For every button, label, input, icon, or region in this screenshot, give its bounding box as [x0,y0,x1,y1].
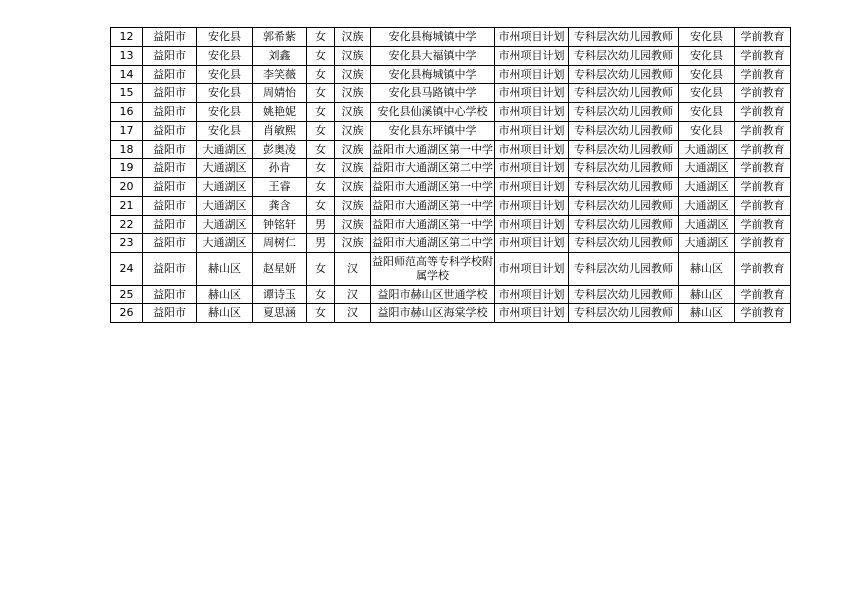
cell-teaching-area: 安化县 [679,65,735,84]
cell-post-type: 专科层次幼儿园教师 [569,304,679,323]
cell-name: 赵星妍 [253,253,307,286]
table-row [111,103,791,122]
cell-index: 26 [111,304,143,323]
cell-name: 周婧怡 [253,84,307,103]
cell-sex: 女 [307,65,335,84]
cell-index: 21 [111,196,143,215]
cell-subject: 学前教育 [735,65,791,84]
cell-ethnicity: 汉 [335,253,371,286]
cell-sex: 女 [307,196,335,215]
cell-ethnicity: 汉族 [335,159,371,178]
cell-index: 19 [111,159,143,178]
cell-post-type: 专科层次幼儿园教师 [569,178,679,197]
cell-plan-type: 市州项目计划 [495,84,569,103]
cell-post-type: 专科层次幼儿园教师 [569,253,679,286]
cell-teaching-area: 大通湖区 [679,215,735,234]
cell-index: 17 [111,121,143,140]
cell-school: 益阳市大通湖区第二中学 [371,159,495,178]
cell-sex: 女 [307,285,335,304]
cell-county: 大通湖区 [197,215,253,234]
cell-teaching-area: 赫山区 [679,304,735,323]
cell-ethnicity: 汉族 [335,121,371,140]
cell-city: 益阳市 [143,234,197,253]
cell-school: 益阳市大通湖区第一中学 [371,140,495,159]
cell-ethnicity: 汉族 [335,46,371,65]
cell-post-type: 专科层次幼儿园教师 [569,84,679,103]
cell-teaching-area: 大通湖区 [679,159,735,178]
cell-subject: 学前教育 [735,253,791,286]
cell-plan-type: 市州项目计划 [495,140,569,159]
cell-post-type: 专科层次幼儿园教师 [569,65,679,84]
cell-subject: 学前教育 [735,234,791,253]
cell-post-type: 专科层次幼儿园教师 [569,215,679,234]
cell-teaching-area: 赫山区 [679,285,735,304]
cell-plan-type: 市州项目计划 [495,234,569,253]
cell-sex: 男 [307,215,335,234]
table-row [111,65,791,84]
cell-sex: 女 [307,121,335,140]
cell-school: 益阳市大通湖区第一中学 [371,196,495,215]
cell-plan-type: 市州项目计划 [495,159,569,178]
cell-school: 安化县大福镇中学 [371,46,495,65]
cell-subject: 学前教育 [735,159,791,178]
cell-county: 大通湖区 [197,159,253,178]
table-row [111,234,791,253]
cell-plan-type: 市州项目计划 [495,253,569,286]
cell-subject: 学前教育 [735,103,791,122]
cell-city: 益阳市 [143,65,197,84]
cell-county: 大通湖区 [197,178,253,197]
cell-plan-type: 市州项目计划 [495,65,569,84]
cell-city: 益阳市 [143,28,197,47]
table-row [111,84,791,103]
table-row [111,196,791,215]
cell-name: 刘鑫 [253,46,307,65]
cell-name: 孙肯 [253,159,307,178]
cell-county: 大通湖区 [197,140,253,159]
cell-index: 25 [111,285,143,304]
cell-plan-type: 市州项目计划 [495,121,569,140]
table-row [111,121,791,140]
cell-subject: 学前教育 [735,178,791,197]
cell-name: 钟铭轩 [253,215,307,234]
cell-city: 益阳市 [143,103,197,122]
cell-index: 16 [111,103,143,122]
cell-ethnicity: 汉族 [335,196,371,215]
cell-post-type: 专科层次幼儿园教师 [569,234,679,253]
cell-ethnicity: 汉族 [335,103,371,122]
cell-post-type: 专科层次幼儿园教师 [569,28,679,47]
cell-plan-type: 市州项目计划 [495,28,569,47]
cell-sex: 女 [307,140,335,159]
cell-plan-type: 市州项目计划 [495,178,569,197]
cell-index: 23 [111,234,143,253]
cell-teaching-area: 大通湖区 [679,140,735,159]
cell-county: 安化县 [197,103,253,122]
cell-post-type: 专科层次幼儿园教师 [569,159,679,178]
cell-teaching-area: 大通湖区 [679,196,735,215]
cell-sex: 女 [307,253,335,286]
cell-index: 15 [111,84,143,103]
cell-name: 姚艳妮 [253,103,307,122]
cell-ethnicity: 汉族 [335,234,371,253]
cell-city: 益阳市 [143,196,197,215]
table-row [111,285,791,304]
cell-name: 夏思涵 [253,304,307,323]
table-row [111,215,791,234]
cell-post-type: 专科层次幼儿园教师 [569,121,679,140]
cell-sex: 女 [307,28,335,47]
table-row [111,140,791,159]
cell-index: 14 [111,65,143,84]
cell-plan-type: 市州项目计划 [495,285,569,304]
cell-index: 22 [111,215,143,234]
cell-name: 王睿 [253,178,307,197]
cell-plan-type: 市州项目计划 [495,103,569,122]
roster-table-container [110,27,785,323]
cell-teaching-area: 安化县 [679,46,735,65]
cell-county: 赫山区 [197,304,253,323]
cell-subject: 学前教育 [735,84,791,103]
table-row [111,28,791,47]
cell-name: 李笑薇 [253,65,307,84]
cell-county: 赫山区 [197,253,253,286]
cell-city: 益阳市 [143,285,197,304]
cell-subject: 学前教育 [735,285,791,304]
cell-sex: 女 [307,103,335,122]
cell-index: 20 [111,178,143,197]
cell-school: 安化县马路镇中学 [371,84,495,103]
cell-county: 大通湖区 [197,196,253,215]
cell-ethnicity: 汉族 [335,178,371,197]
cell-county: 安化县 [197,65,253,84]
cell-school: 益阳市赫山区世通学校 [371,285,495,304]
cell-county: 安化县 [197,84,253,103]
cell-city: 益阳市 [143,215,197,234]
cell-school: 益阳师范高等专科学校附属学校 [371,253,495,286]
cell-school: 安化县梅城镇中学 [371,65,495,84]
cell-city: 益阳市 [143,178,197,197]
cell-city: 益阳市 [143,84,197,103]
cell-sex: 女 [307,46,335,65]
cell-plan-type: 市州项目计划 [495,304,569,323]
cell-index: 12 [111,28,143,47]
cell-name: 周树仁 [253,234,307,253]
cell-ethnicity: 汉族 [335,140,371,159]
cell-sex: 女 [307,84,335,103]
cell-ethnicity: 汉族 [335,84,371,103]
cell-name: 谭诗玉 [253,285,307,304]
cell-ethnicity: 汉族 [335,215,371,234]
cell-ethnicity: 汉族 [335,65,371,84]
cell-city: 益阳市 [143,304,197,323]
cell-name: 龚含 [253,196,307,215]
table-row [111,159,791,178]
cell-school: 益阳市大通湖区第二中学 [371,234,495,253]
cell-subject: 学前教育 [735,196,791,215]
cell-school: 益阳市赫山区海棠学校 [371,304,495,323]
cell-subject: 学前教育 [735,28,791,47]
roster-table-body [111,28,791,323]
cell-subject: 学前教育 [735,304,791,323]
cell-school: 安化县仙溪镇中心学校 [371,103,495,122]
cell-ethnicity: 汉 [335,285,371,304]
cell-teaching-area: 安化县 [679,84,735,103]
cell-ethnicity: 汉 [335,304,371,323]
cell-city: 益阳市 [143,46,197,65]
cell-teaching-area: 大通湖区 [679,178,735,197]
cell-county: 安化县 [197,28,253,47]
cell-post-type: 专科层次幼儿园教师 [569,103,679,122]
cell-subject: 学前教育 [735,215,791,234]
cell-name: 郭希紫 [253,28,307,47]
table-row [111,46,791,65]
cell-teaching-area: 大通湖区 [679,234,735,253]
cell-city: 益阳市 [143,159,197,178]
cell-index: 13 [111,46,143,65]
cell-index: 24 [111,253,143,286]
cell-post-type: 专科层次幼儿园教师 [569,140,679,159]
roster-table [110,27,791,323]
cell-teaching-area: 赫山区 [679,253,735,286]
cell-sex: 女 [307,304,335,323]
cell-subject: 学前教育 [735,121,791,140]
cell-county: 赫山区 [197,285,253,304]
table-row [111,304,791,323]
cell-post-type: 专科层次幼儿园教师 [569,196,679,215]
cell-school: 益阳市大通湖区第一中学 [371,178,495,197]
cell-city: 益阳市 [143,121,197,140]
cell-ethnicity: 汉族 [335,28,371,47]
cell-sex: 女 [307,159,335,178]
cell-plan-type: 市州项目计划 [495,46,569,65]
cell-sex: 女 [307,178,335,197]
cell-city: 益阳市 [143,253,197,286]
cell-plan-type: 市州项目计划 [495,215,569,234]
cell-post-type: 专科层次幼儿园教师 [569,46,679,65]
cell-teaching-area: 安化县 [679,121,735,140]
cell-index: 18 [111,140,143,159]
cell-name: 肖敏熙 [253,121,307,140]
table-row [111,178,791,197]
cell-sex: 男 [307,234,335,253]
cell-subject: 学前教育 [735,140,791,159]
cell-subject: 学前教育 [735,46,791,65]
table-row [111,253,791,286]
cell-teaching-area: 安化县 [679,28,735,47]
cell-school: 益阳市大通湖区第一中学 [371,215,495,234]
cell-teaching-area: 安化县 [679,103,735,122]
cell-school: 安化县梅城镇中学 [371,28,495,47]
cell-post-type: 专科层次幼儿园教师 [569,285,679,304]
cell-county: 安化县 [197,121,253,140]
cell-county: 安化县 [197,46,253,65]
cell-plan-type: 市州项目计划 [495,196,569,215]
cell-city: 益阳市 [143,140,197,159]
cell-school: 安化县东坪镇中学 [371,121,495,140]
cell-name: 彭奥凌 [253,140,307,159]
cell-county: 大通湖区 [197,234,253,253]
